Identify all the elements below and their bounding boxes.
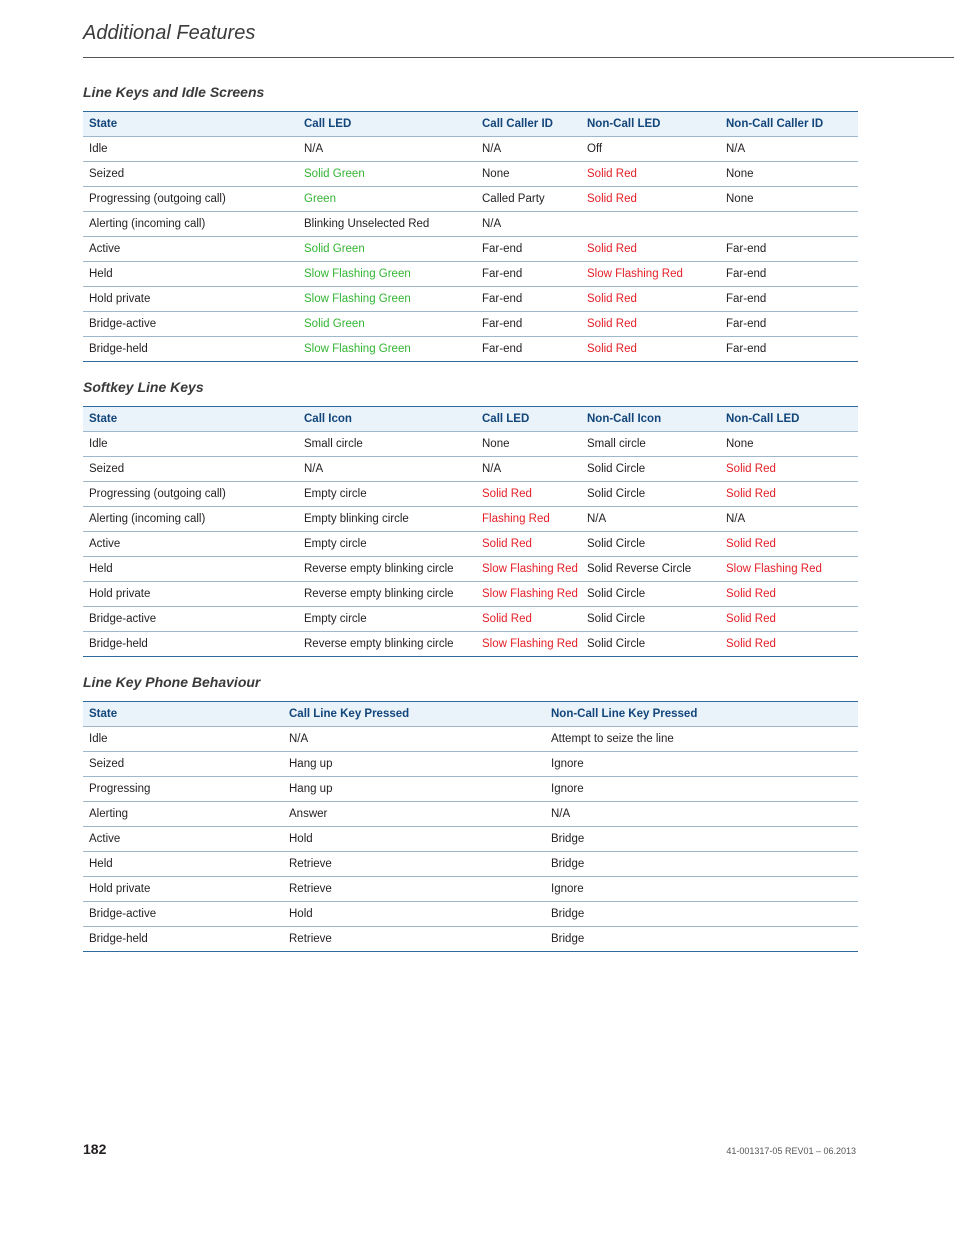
table-cell: [581, 212, 720, 237]
table-header-row: [83, 112, 858, 137]
table-cell: Solid Circle: [581, 607, 720, 632]
table-row: [83, 262, 858, 287]
table-cell: Ignore: [545, 877, 858, 902]
table-cell: Attempt to seize the line: [545, 727, 858, 752]
table-cell: Retrieve: [283, 877, 545, 902]
table-cell: Far-end: [476, 237, 581, 262]
column-header: State: [83, 407, 298, 432]
table-cell: Solid Red: [476, 532, 581, 557]
table-cell: Empty circle: [298, 607, 476, 632]
table-cell: N/A: [581, 507, 720, 532]
table-cell: Small circle: [298, 432, 476, 457]
table-cell: N/A: [476, 212, 581, 237]
table-cell: Reverse empty blinking circle: [298, 632, 476, 657]
table-row: [83, 727, 858, 752]
table-cell: [720, 212, 858, 237]
line-keys-idle-screens-table: [83, 111, 858, 362]
table-cell: Slow Flashing Red: [476, 632, 581, 657]
chapter-title: Additional Features: [83, 22, 256, 44]
table-cell: Bridge-active: [83, 312, 298, 337]
table-cell: Solid Red: [581, 162, 720, 187]
table-cell: Hold private: [83, 287, 298, 312]
table-cell: Solid Reverse Circle: [581, 557, 720, 582]
table-cell: Held: [83, 852, 283, 877]
column-header: Call LED: [476, 407, 581, 432]
table-cell: N/A: [545, 802, 858, 827]
table-cell: Seized: [83, 752, 283, 777]
table-cell: Far-end: [720, 262, 858, 287]
table-cell: Progressing (outgoing call): [83, 187, 298, 212]
table-row: [83, 237, 858, 262]
table-cell: N/A: [476, 137, 581, 162]
table-cell: Bridge: [545, 852, 858, 877]
column-header: Non-Call Icon: [581, 407, 720, 432]
table-cell: Reverse empty blinking circle: [298, 557, 476, 582]
table-row: [83, 287, 858, 312]
table-cell: Empty circle: [298, 482, 476, 507]
table-cell: Empty circle: [298, 532, 476, 557]
table-row: [83, 482, 858, 507]
table-cell: Seized: [83, 162, 298, 187]
table-cell: Solid Red: [581, 237, 720, 262]
table-cell: Solid Red: [581, 312, 720, 337]
table-row: [83, 312, 858, 337]
softkey-line-keys-table: [83, 406, 858, 657]
table-cell: Bridge: [545, 902, 858, 927]
table-cell: Answer: [283, 802, 545, 827]
table-row: [83, 852, 858, 877]
table-cell: Off: [581, 137, 720, 162]
table-cell: Bridge-held: [83, 337, 298, 362]
section-title-line-keys-idle-screens: Line Keys and Idle Screens: [83, 84, 265, 100]
table-cell: Solid Circle: [581, 582, 720, 607]
table-header-row: [83, 702, 858, 727]
line-key-phone-behaviour-table: [83, 701, 858, 952]
table-cell: Retrieve: [283, 927, 545, 952]
table-cell: Far-end: [476, 287, 581, 312]
table-cell: Progressing: [83, 777, 283, 802]
table-cell: Bridge-held: [83, 632, 298, 657]
table-cell: Far-end: [476, 337, 581, 362]
column-header: State: [83, 112, 298, 137]
table-cell: Idle: [83, 727, 283, 752]
table-row: [83, 162, 858, 187]
table-row: [83, 337, 858, 362]
table-cell: None: [720, 162, 858, 187]
table-cell: Solid Green: [298, 162, 476, 187]
table-cell: Green: [298, 187, 476, 212]
table-cell: Solid Circle: [581, 482, 720, 507]
table-cell: Solid Red: [720, 582, 858, 607]
table-cell: Hang up: [283, 752, 545, 777]
table-row: [83, 927, 858, 952]
table-cell: N/A: [720, 507, 858, 532]
table-cell: Solid Red: [581, 337, 720, 362]
table-cell: Ignore: [545, 752, 858, 777]
table-cell: Blinking Unselected Red: [298, 212, 476, 237]
table-row: [83, 432, 858, 457]
table-cell: Slow Flashing Green: [298, 287, 476, 312]
table-cell: Active: [83, 827, 283, 852]
column-header: Call Caller ID: [476, 112, 581, 137]
table-cell: Solid Red: [581, 287, 720, 312]
table-cell: Solid Circle: [581, 632, 720, 657]
table-cell: N/A: [283, 727, 545, 752]
table-cell: Far-end: [720, 337, 858, 362]
table-cell: N/A: [720, 137, 858, 162]
table-cell: Far-end: [720, 287, 858, 312]
table-cell: Active: [83, 532, 298, 557]
table-cell: Active: [83, 237, 298, 262]
table-cell: Solid Green: [298, 237, 476, 262]
table-row: [83, 827, 858, 852]
table-cell: Idle: [83, 432, 298, 457]
table-row: [83, 752, 858, 777]
table-row: [83, 212, 858, 237]
table-row: [83, 137, 858, 162]
table-cell: Bridge-held: [83, 927, 283, 952]
table-row: [83, 632, 858, 657]
table-row: [83, 457, 858, 482]
page-number: 182: [83, 1141, 107, 1157]
table-cell: N/A: [298, 457, 476, 482]
table-cell: Far-end: [476, 262, 581, 287]
table-cell: Solid Red: [720, 607, 858, 632]
table-cell: Bridge: [545, 927, 858, 952]
table-cell: Reverse empty blinking circle: [298, 582, 476, 607]
table-cell: N/A: [476, 457, 581, 482]
table-row: [83, 902, 858, 927]
table-cell: Seized: [83, 457, 298, 482]
table-cell: Hold private: [83, 582, 298, 607]
table-cell: Solid Circle: [581, 457, 720, 482]
table-cell: Far-end: [720, 237, 858, 262]
table-cell: None: [476, 162, 581, 187]
column-header: Non-Call Line Key Pressed: [545, 702, 858, 727]
table-cell: Called Party: [476, 187, 581, 212]
table-row: [83, 557, 858, 582]
table-cell: Hold: [283, 827, 545, 852]
column-header: State: [83, 702, 283, 727]
table-cell: Alerting (incoming call): [83, 212, 298, 237]
table-cell: Slow Flashing Red: [720, 557, 858, 582]
table-cell: Solid Red: [720, 482, 858, 507]
table-cell: Slow Flashing Green: [298, 337, 476, 362]
column-header: Call LED: [298, 112, 476, 137]
table-cell: Slow Flashing Red: [581, 262, 720, 287]
table-cell: None: [720, 432, 858, 457]
column-header: Non-Call LED: [581, 112, 720, 137]
table-cell: Idle: [83, 137, 298, 162]
table-cell: Alerting: [83, 802, 283, 827]
table-row: [83, 877, 858, 902]
table-cell: Bridge: [545, 827, 858, 852]
table-cell: Far-end: [476, 312, 581, 337]
table-cell: Far-end: [720, 312, 858, 337]
section-title-line-key-phone-behaviour: Line Key Phone Behaviour: [83, 674, 261, 690]
table-cell: Held: [83, 557, 298, 582]
column-header: Call Line Key Pressed: [283, 702, 545, 727]
table-header-row: [83, 407, 858, 432]
document-code: 41-001317-05 REV01 – 06.2013: [726, 1146, 856, 1156]
table-cell: Small circle: [581, 432, 720, 457]
table-cell: Flashing Red: [476, 507, 581, 532]
table-cell: Bridge-active: [83, 607, 298, 632]
table-cell: Alerting (incoming call): [83, 507, 298, 532]
table-cell: Solid Red: [476, 482, 581, 507]
chapter-divider: [83, 57, 954, 58]
table-cell: Solid Red: [720, 457, 858, 482]
table-cell: None: [476, 432, 581, 457]
table-cell: Hold private: [83, 877, 283, 902]
table-cell: Solid Green: [298, 312, 476, 337]
table-row: [83, 582, 858, 607]
table-cell: Empty blinking circle: [298, 507, 476, 532]
table-cell: Solid Red: [476, 607, 581, 632]
table-cell: N/A: [298, 137, 476, 162]
table-cell: Slow Flashing Red: [476, 557, 581, 582]
table-row: [83, 777, 858, 802]
table-cell: Held: [83, 262, 298, 287]
table-row: [83, 607, 858, 632]
column-header: Non-Call Caller ID: [720, 112, 858, 137]
section-title-softkey-line-keys: Softkey Line Keys: [83, 379, 204, 395]
table-cell: Hang up: [283, 777, 545, 802]
table-cell: Ignore: [545, 777, 858, 802]
table-cell: Solid Red: [720, 632, 858, 657]
table-row: [83, 187, 858, 212]
table-cell: Progressing (outgoing call): [83, 482, 298, 507]
column-header: Call Icon: [298, 407, 476, 432]
table-row: [83, 507, 858, 532]
table-cell: Slow Flashing Green: [298, 262, 476, 287]
table-cell: Solid Red: [720, 532, 858, 557]
table-cell: Solid Red: [581, 187, 720, 212]
table-row: [83, 532, 858, 557]
table-cell: Retrieve: [283, 852, 545, 877]
column-header: Non-Call LED: [720, 407, 858, 432]
table-cell: Bridge-active: [83, 902, 283, 927]
table-cell: None: [720, 187, 858, 212]
table-cell: Solid Circle: [581, 532, 720, 557]
table-cell: Slow Flashing Red: [476, 582, 581, 607]
table-cell: Hold: [283, 902, 545, 927]
table-row: [83, 802, 858, 827]
